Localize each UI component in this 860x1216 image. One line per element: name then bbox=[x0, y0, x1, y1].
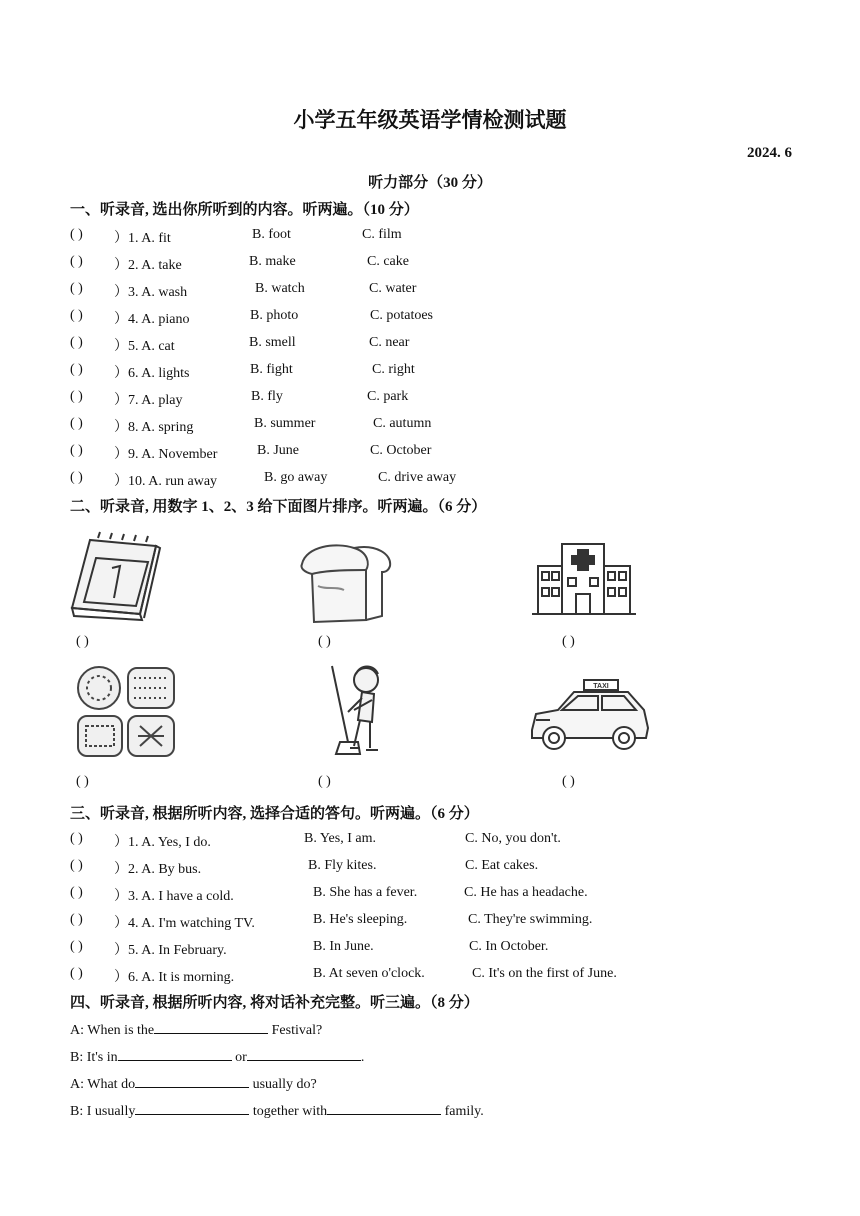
option-c: C. near bbox=[369, 335, 410, 350]
answer-paren: ( ) bbox=[70, 281, 83, 296]
option-a: ）1. A. Yes, I do. bbox=[114, 835, 211, 850]
hospital-picture bbox=[532, 540, 636, 616]
option-a: ）7. A. play bbox=[114, 393, 183, 408]
dialog-3-part-b: usually do? bbox=[252, 1077, 317, 1092]
answer-paren: ( ) bbox=[70, 885, 83, 900]
option-b: B. fly bbox=[251, 389, 283, 404]
option-b: B. He's sleeping. bbox=[313, 912, 408, 927]
answer-paren: ( ) bbox=[70, 227, 83, 242]
section-2-heading: 二、听录音, 用数字 1、2、3 给下面图片排序。听两遍。（6 分） bbox=[70, 499, 487, 515]
option-a: ）10. A. run away bbox=[114, 474, 218, 489]
option-b: B. summer bbox=[254, 416, 316, 431]
answer-paren: ( ) bbox=[70, 308, 83, 323]
picture-4-answer: ( ) bbox=[76, 774, 89, 789]
dialog-4-part-c: family. bbox=[444, 1104, 484, 1119]
dialog-4-part-a: B: I usually bbox=[70, 1104, 136, 1119]
option-c: C. autumn bbox=[373, 416, 432, 431]
dialog-line-3 bbox=[70, 1073, 317, 1093]
answer-paren: ( ) bbox=[70, 443, 83, 458]
answer-paren: ( ) bbox=[70, 858, 83, 873]
dialog-1-part-a: A: When is the bbox=[70, 1023, 155, 1038]
answer-blank[interactable] bbox=[135, 1073, 249, 1088]
taxi-picture bbox=[528, 678, 652, 756]
mooncakes-picture bbox=[72, 664, 180, 760]
answer-blank[interactable] bbox=[118, 1046, 232, 1061]
option-a: ）4. A. piano bbox=[114, 312, 190, 327]
answer-blank[interactable] bbox=[135, 1100, 249, 1115]
dialog-4-part-b: together with bbox=[252, 1104, 328, 1119]
option-c: C. They're swimming. bbox=[468, 912, 593, 927]
bread-picture bbox=[296, 540, 396, 626]
dialog-2-part-c: . bbox=[360, 1050, 365, 1065]
answer-blank[interactable] bbox=[247, 1046, 361, 1061]
option-c: C. It's on the first of June. bbox=[472, 966, 617, 981]
option-b: B. June bbox=[257, 443, 299, 458]
option-c: C. In October. bbox=[469, 939, 549, 954]
option-c: C. drive away bbox=[378, 470, 457, 485]
option-a: ）5. A. In February. bbox=[114, 943, 227, 958]
taxi-sign-text: TAXI bbox=[593, 683, 609, 690]
option-c: C. park bbox=[367, 389, 409, 404]
section-3-heading: 三、听录音, 根据所听内容, 选择合适的答句。听两遍。（6 分） bbox=[70, 806, 479, 822]
page-title: 小学五年级英语学情检测试题 bbox=[293, 108, 567, 132]
answer-paren: ( ) bbox=[70, 912, 83, 927]
dialog-2-part-b: or bbox=[235, 1050, 247, 1065]
dialog-line-2 bbox=[70, 1046, 364, 1066]
option-a: ）1. A. fit bbox=[114, 231, 171, 246]
option-b: B. go away bbox=[264, 470, 328, 485]
picture-3-answer: ( ) bbox=[562, 634, 575, 649]
sweeping-boy-picture bbox=[326, 662, 386, 762]
option-b: B. foot bbox=[252, 227, 291, 242]
answer-blank[interactable] bbox=[154, 1019, 268, 1034]
option-a: ）6. A. It is morning. bbox=[114, 970, 235, 985]
option-a: ）2. A. take bbox=[114, 258, 182, 273]
option-a: ）4. A. I'm watching TV. bbox=[114, 916, 255, 931]
option-c: C. No, you don't. bbox=[465, 831, 561, 846]
option-b: B. Fly kites. bbox=[308, 858, 377, 873]
section-1-heading: 一、听录音, 选出你所听到的内容。听两遍。（10 分） bbox=[70, 202, 419, 218]
answer-paren: ( ) bbox=[70, 831, 83, 846]
exam-date: 2024. 6 bbox=[747, 145, 792, 161]
dialog-3-part-a: A: What do bbox=[70, 1077, 136, 1092]
picture-1-answer: ( ) bbox=[76, 634, 89, 649]
picture-5-answer: ( ) bbox=[318, 774, 331, 789]
option-b: B. make bbox=[249, 254, 296, 269]
answer-paren: ( ) bbox=[70, 966, 83, 981]
option-a: ）9. A. November bbox=[114, 447, 218, 462]
answer-paren: ( ) bbox=[70, 389, 83, 404]
dialog-2-part-a: B: It's in bbox=[70, 1050, 118, 1065]
option-b: B. smell bbox=[249, 335, 296, 350]
option-c: C. potatoes bbox=[370, 308, 433, 323]
option-c: C. Eat cakes. bbox=[465, 858, 539, 873]
option-b: B. Yes, I am. bbox=[304, 831, 376, 846]
part-heading: 听力部分（30 分） bbox=[368, 175, 492, 191]
option-b: B. watch bbox=[255, 281, 305, 296]
answer-paren: ( ) bbox=[70, 335, 83, 350]
answer-paren: ( ) bbox=[70, 416, 83, 431]
option-c: C. water bbox=[369, 281, 417, 296]
dialog-line-4 bbox=[70, 1100, 484, 1120]
picture-6-answer: ( ) bbox=[562, 774, 575, 789]
option-b: B. In June. bbox=[313, 939, 374, 954]
option-b: B. At seven o'clock. bbox=[313, 966, 425, 981]
option-a: ）3. A. wash bbox=[114, 285, 188, 300]
option-c: C. film bbox=[362, 227, 402, 242]
section-4-heading: 四、听录音, 根据所听内容, 将对话补充完整。听三遍。（8 分） bbox=[70, 995, 479, 1011]
dialog-line-1 bbox=[70, 1019, 322, 1039]
answer-paren: ( ) bbox=[70, 254, 83, 269]
dialog-1-part-b: Festival? bbox=[271, 1023, 323, 1038]
answer-paren: ( ) bbox=[70, 362, 83, 377]
option-a: ）6. A. lights bbox=[114, 366, 190, 381]
answer-blank[interactable] bbox=[327, 1100, 441, 1115]
option-a: ）8. A. spring bbox=[114, 420, 194, 435]
option-b: B. She has a fever. bbox=[313, 885, 418, 900]
option-a: ）3. A. I have a cold. bbox=[114, 889, 234, 904]
answer-paren: ( ) bbox=[70, 470, 83, 485]
option-a: ）2. A. By bus. bbox=[114, 862, 202, 877]
option-a: ）5. A. cat bbox=[114, 339, 175, 354]
picture-2-answer: ( ) bbox=[318, 634, 331, 649]
calendar-picture bbox=[68, 528, 164, 622]
option-c: C. He has a headache. bbox=[464, 885, 588, 900]
option-c: C. October bbox=[370, 443, 432, 458]
option-b: B. photo bbox=[250, 308, 299, 323]
option-c: C. cake bbox=[367, 254, 409, 269]
option-b: B. fight bbox=[250, 362, 293, 377]
option-c: C. right bbox=[372, 362, 415, 377]
answer-paren: ( ) bbox=[70, 939, 83, 954]
